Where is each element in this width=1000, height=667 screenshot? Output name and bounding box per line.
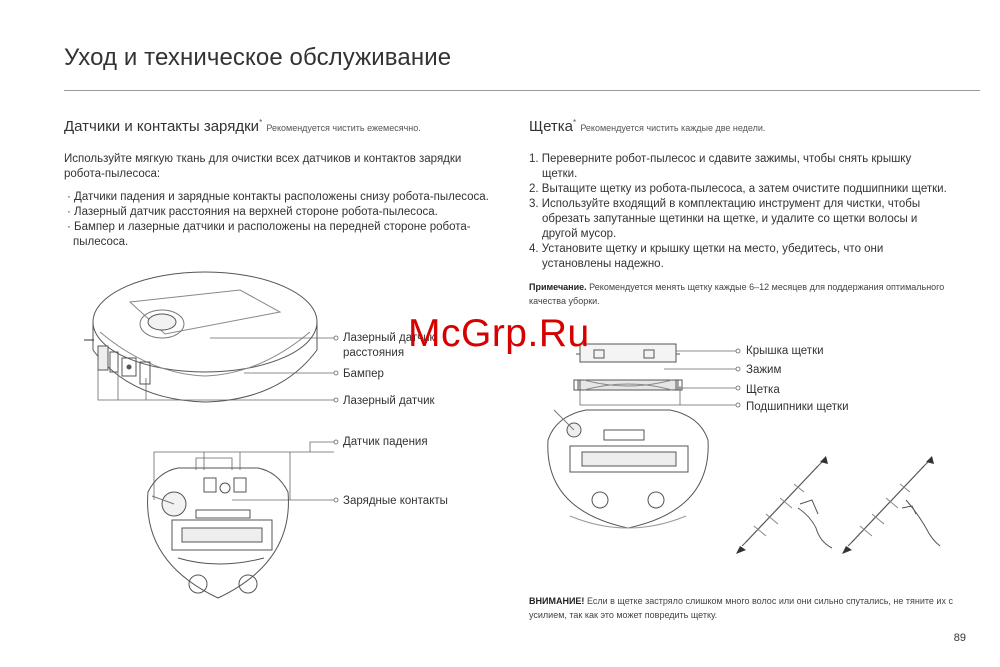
brush-note-label: Примечание.: [529, 282, 587, 292]
sensors-heading-text: Датчики и контакты зарядки: [64, 118, 260, 135]
brush-step-3: 3. Используйте входящий в комплектацию инструмент для чистки, чтобы обрезать запутанные щетинки на щетке, и удалите со щетки волосы и другой мусор.: [529, 198, 921, 240]
sensors-bullet-3: · Бампер и лазерные датчики и расположены на передней стороне робота-пылесоса.: [67, 221, 471, 248]
sensors-bullet-2: · Лазерный датчик расстояния на верхней стороне робота-пылесоса.: [67, 206, 438, 218]
watermark: McGrp.Ru: [408, 312, 590, 355]
brush-step-4: 4. Установите щетку и крышку щетки на место, убедитесь, что они установлены надежно.: [529, 243, 884, 270]
sensors-heading-star: *: [259, 118, 263, 127]
label-clip: Зажим: [746, 364, 782, 376]
label-bumper: Бампер: [343, 368, 384, 380]
page-number: 89: [953, 632, 966, 644]
brush-heading-star: *: [573, 118, 577, 127]
sensors-bullet-1: · Датчики падения и зарядные контакты расположены снизу робота-пылесоса.: [67, 191, 489, 203]
label-cliff-sensor: Датчик падения: [343, 436, 428, 448]
warning-text: Если в щетке застряло слишком много волос или они сильно спутались, не тяните их с усилием, так как это может повредить щетку.: [529, 596, 953, 620]
sensors-intro: Используйте мягкую ткань для очистки всех датчиков и контактов зарядки робота-пылесоса:: [64, 153, 462, 180]
label-laser-distance-sensor: Лазерный датчик расстояния: [343, 332, 435, 359]
brush-step-2: 2. Вытащите щетку из робота-пылесоса, а затем очистите подшипники щетки.: [529, 183, 947, 195]
page-title: Уход и техническое обслуживание: [64, 44, 452, 71]
brush-step-1: 1. Переверните робот-пылесос и сдавите зажимы, чтобы снять крышку щетки.: [529, 153, 912, 180]
brush-heading-text: Щетка: [529, 118, 574, 135]
label-laser-sensor: Лазерный датчик: [343, 395, 435, 407]
robot-bottom-illustration: [138, 452, 308, 612]
brush-cleaning-illustration: [736, 456, 946, 556]
label-brush: Щетка: [746, 384, 780, 396]
label-brush-bearings: Подшипники щетки: [746, 401, 849, 413]
label-charging-contacts: Зарядные контакты: [343, 495, 448, 507]
brush-note-text: Рекомендуется менять щетку каждые 6–12 месяцев для поддержания оптимального качества уборки.: [529, 282, 945, 306]
label-brush-cover: Крышка щетки: [746, 345, 824, 357]
sensors-heading-note: Рекомендуется чистить ежемесячно.: [266, 123, 421, 133]
brush-heading-note: Рекомендуется чистить каждые две недели.: [580, 123, 766, 133]
warning-label: ВНИМАНИЕ!: [529, 596, 585, 606]
brush-warning: [529, 594, 959, 622]
